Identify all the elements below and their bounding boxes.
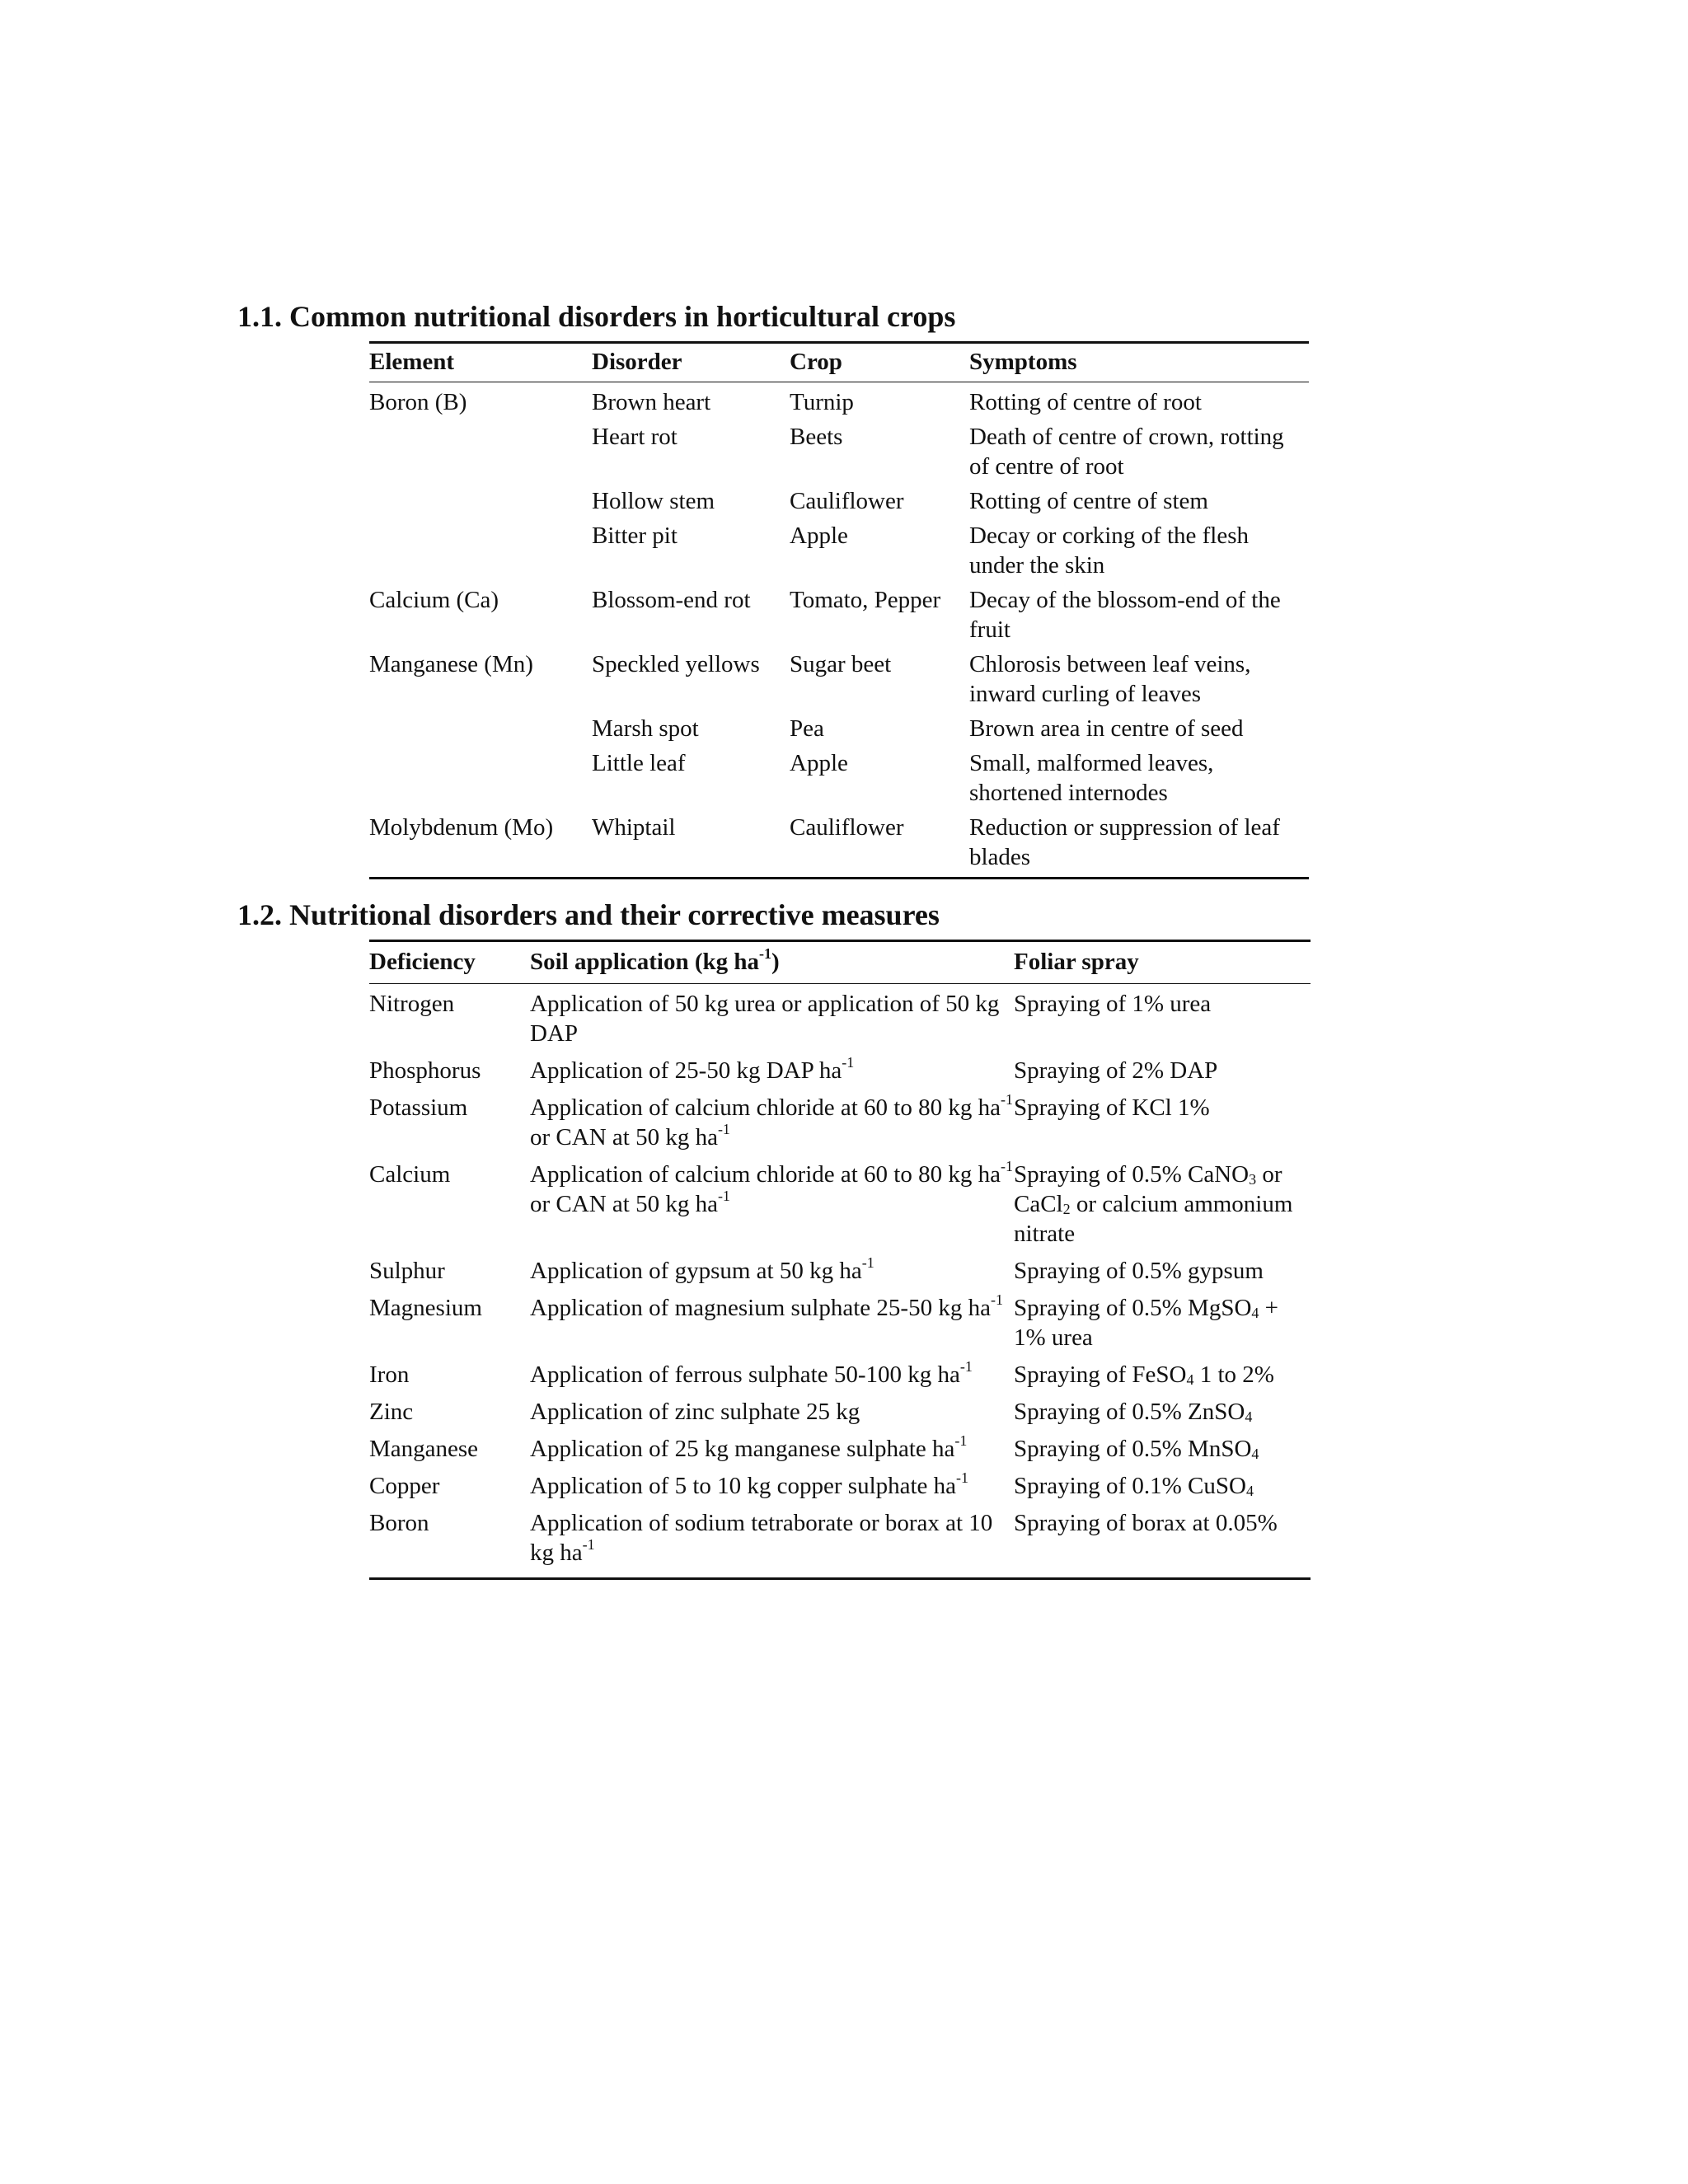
- table-row: [369, 422, 1309, 486]
- disorder-cell: Whiptail: [592, 814, 676, 841]
- deficiency-cell: Sulphur: [369, 1258, 445, 1284]
- symptoms-cell: Chlorosis between leaf veins, inward curling of leaves: [969, 651, 1251, 707]
- deficiency-cell: Phosphorus: [369, 1057, 481, 1084]
- column-header-disorder: Disorder: [592, 343, 790, 382]
- crop-cell: Cauliflower: [790, 814, 904, 841]
- crop-cell: Pea: [790, 715, 824, 742]
- table-row: [369, 1160, 1311, 1256]
- crop-cell: Turnip: [790, 389, 854, 415]
- element-cell: Molybdenum (Mo): [369, 814, 554, 841]
- soil-application-cell: Application of 25-50 kg DAP $ha^{-1}$: [530, 1054, 855, 1084]
- element-cell: [369, 748, 592, 813]
- table-row: [369, 813, 1309, 879]
- foliar-spray-cell: Spraying of 0.5% CaNO$_3$ or CaCl$_2$ or calcium ammonium nitrate: [1014, 1161, 1293, 1247]
- table-header-row: [369, 343, 1309, 382]
- disorder-cell: Little leaf: [592, 750, 686, 776]
- table-row: [369, 486, 1309, 521]
- foliar-spray-cell: Spraying of 1% urea: [1014, 991, 1212, 1017]
- soil-application-cell: Application of calcium chloride at 60 to 80 kg $ha^{-1}$ or CAN at 50 kg $ha^{-1}$: [530, 1158, 1013, 1217]
- column-header-deficiency: Deficiency: [369, 941, 530, 984]
- deficiency-cell: Magnesium: [369, 1295, 482, 1321]
- table-row: [369, 521, 1309, 585]
- disorder-cell: Speckled yellows: [592, 651, 760, 677]
- deficiency-cell: Zinc: [369, 1399, 414, 1425]
- table-row: [369, 714, 1309, 748]
- foliar-spray-cell: Spraying of 0.5% MgSO$_4$ + 1% urea: [1014, 1295, 1278, 1351]
- deficiency-cell: Potassium: [369, 1094, 468, 1121]
- table-row: [369, 1056, 1311, 1093]
- table-row: [369, 984, 1311, 1057]
- table-header-row: [369, 941, 1311, 984]
- symptoms-cell: Rotting of centre of root: [969, 389, 1202, 415]
- table-row: [369, 585, 1309, 649]
- crop-cell: Tomato, Pepper: [790, 587, 941, 613]
- foliar-spray-cell: Spraying of borax at 0.05%: [1014, 1510, 1278, 1536]
- soil-application-cell: Application of gypsum at 50 kg $ha^{-1}$: [530, 1254, 874, 1284]
- table1-title: 1.1. Common nutritional disorders in horticultural crops: [237, 300, 956, 333]
- deficiency-cell: Nitrogen: [369, 991, 455, 1017]
- disorder-cell: Bitter pit: [592, 523, 678, 549]
- foliar-spray-cell: Spraying of 0.1% CuSO$_4$: [1014, 1473, 1254, 1499]
- table-row: [369, 1360, 1311, 1397]
- table-row: [369, 1093, 1311, 1160]
- foliar-spray-cell: Spraying of 0.5% ZnSO$_4$: [1014, 1399, 1253, 1425]
- soil-application-cell: Application of zinc sulphate 25 kg: [530, 1399, 860, 1425]
- table2-title: 1.2. Nutritional disorders and their corrective measures: [237, 898, 940, 931]
- element-cell: [369, 422, 592, 486]
- disorder-cell: Hollow stem: [592, 488, 715, 514]
- table-row: [369, 1293, 1311, 1360]
- table-row: [369, 1508, 1311, 1579]
- table-row: [369, 1397, 1311, 1434]
- column-header-element: Element: [369, 343, 592, 382]
- soil-application-cell: Application of 50 kg urea or application of 50 kg DAP: [530, 991, 1000, 1047]
- soil-application-cell: Application of calcium chloride at 60 to 80 kg $ha^{-1}$ or CAN at 50 kg $ha^{-1}$: [530, 1091, 1013, 1151]
- symptoms-cell: Death of centre of crown, rotting of centre of root: [969, 424, 1284, 480]
- element-cell: Boron (B): [369, 389, 467, 415]
- deficiency-cell: Boron: [369, 1510, 429, 1536]
- nutritional-disorders-table: [369, 341, 1309, 879]
- foliar-spray-cell: Spraying of 2% DAP: [1014, 1057, 1218, 1084]
- deficiency-cell: Iron: [369, 1361, 410, 1388]
- table-row: [369, 649, 1309, 714]
- column-header-soil-application: Soil application (kg $ha^{-1}$): [530, 941, 1014, 984]
- disorder-cell: Heart rot: [592, 424, 678, 450]
- deficiency-cell: Calcium: [369, 1161, 451, 1188]
- column-header-crop: Crop: [790, 343, 969, 382]
- column-header-symptoms: Symptoms: [969, 343, 1309, 382]
- element-cell: [369, 521, 592, 585]
- table-row: [369, 382, 1309, 423]
- disorder-cell: Brown heart: [592, 389, 711, 415]
- element-cell: Manganese (Mn): [369, 651, 533, 677]
- symptoms-cell: Reduction or suppression of leaf blades: [969, 814, 1280, 870]
- disorder-cell: Blossom-end rot: [592, 587, 751, 613]
- deficiency-cell: Copper: [369, 1473, 440, 1499]
- symptoms-cell: Brown area in centre of seed: [969, 715, 1244, 742]
- crop-cell: Apple: [790, 523, 848, 549]
- corrective-measures-table: [369, 940, 1311, 1580]
- element-cell: [369, 486, 592, 521]
- symptoms-cell: Decay or corking of the flesh under the skin: [969, 523, 1250, 579]
- soil-application-cell: Application of 25 kg manganese sulphate $ha^{-1}$: [530, 1432, 968, 1462]
- foliar-spray-cell: Spraying of FeSO$_4$ 1 to 2%: [1014, 1361, 1274, 1388]
- column-header-foliar-spray: Foliar spray: [1014, 941, 1311, 984]
- foliar-spray-cell: Spraying of KCl 1%: [1014, 1094, 1210, 1121]
- soil-application-cell: Application of magnesium sulphate 25-50 kg $ha^{-1}$: [530, 1291, 1003, 1321]
- crop-cell: Apple: [790, 750, 848, 776]
- soil-application-cell: Application of 5 to 10 kg copper sulphate $ha^{-1}$: [530, 1469, 969, 1499]
- crop-cell: Beets: [790, 424, 843, 450]
- soil-application-cell: Application of ferrous sulphate 50-100 kg $ha^{-1}$: [530, 1358, 973, 1388]
- table-row: [369, 748, 1309, 813]
- disorder-cell: Marsh spot: [592, 715, 699, 742]
- symptoms-cell: Decay of the blossom-end of the fruit: [969, 587, 1281, 643]
- element-cell: [369, 714, 592, 748]
- symptoms-cell: Small, malformed leaves, shortened internodes: [969, 750, 1214, 806]
- crop-cell: Cauliflower: [790, 488, 904, 514]
- symptoms-cell: Rotting of centre of stem: [969, 488, 1208, 514]
- element-cell: Calcium (Ca): [369, 587, 499, 613]
- table-row: [369, 1471, 1311, 1508]
- table-row: [369, 1256, 1311, 1293]
- table-row: [369, 1434, 1311, 1471]
- deficiency-cell: Manganese: [369, 1436, 479, 1462]
- foliar-spray-cell: Spraying of 0.5% MnSO$_4$: [1014, 1436, 1259, 1462]
- soil-application-cell: Application of sodium tetraborate or borax at 10 kg $ha^{-1}$: [530, 1510, 993, 1566]
- foliar-spray-cell: Spraying of 0.5% gypsum: [1014, 1258, 1264, 1284]
- crop-cell: Sugar beet: [790, 651, 892, 677]
